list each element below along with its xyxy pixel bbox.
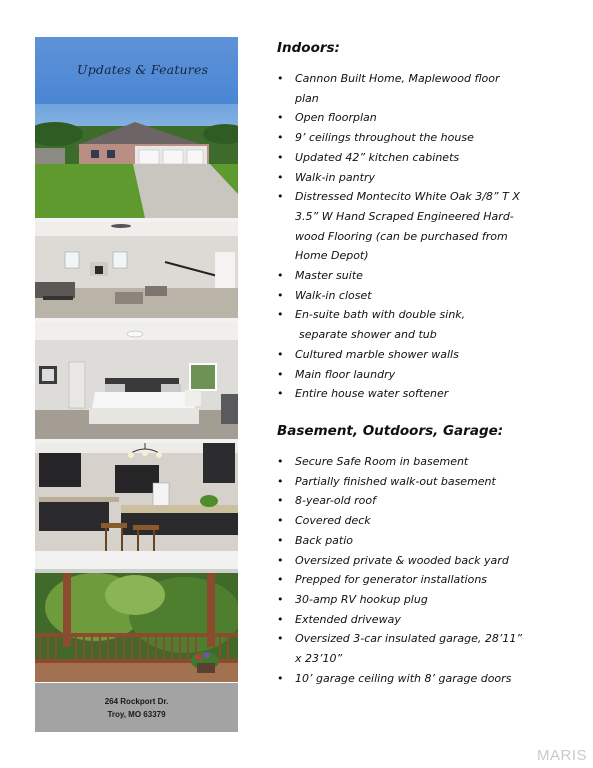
maris-watermark: MARIS (536, 747, 587, 764)
indoors-heading: Indoors: (277, 40, 340, 56)
list-item: • Updated 42” kitchen cabinets (277, 148, 539, 168)
list-item: • Partially finished walk-out basement (277, 472, 539, 492)
list-item: • Oversized private & wooded back yard (277, 551, 539, 571)
list-item: • Distressed Montecito White Oak 3/8” T X 3.5” W Hand Scraped Engineered Hard- wood Flooring (can be purchased from Home Depot) (277, 187, 539, 266)
photo-kitchen (35, 443, 238, 551)
banner-title: Updates & Features (77, 62, 209, 77)
list-item: • Cannon Built Home, Maplewood floor plan (277, 69, 539, 108)
photo-column (35, 37, 238, 682)
list-item: • Prepped for generator installations (277, 570, 539, 590)
list-item: • Cultured marble shower walls (277, 345, 539, 365)
list-item: • 8-year-old roof (277, 491, 539, 511)
list-item: • Covered deck (277, 511, 539, 531)
photo-living-room (35, 222, 238, 318)
list-item: • 30-amp RV hookup plug (277, 590, 539, 610)
list-item: • En-suite bath with double sink, separate shower and tub (277, 305, 539, 344)
list-item: • Entire house water softener (277, 384, 539, 404)
banner (35, 37, 238, 104)
list-item: • Oversized 3-car insulated garage, 28’11” x 23’10” (277, 629, 539, 668)
list-item: • 10’ garage ceiling with 8’ garage doors (277, 669, 539, 689)
list-item: • Master suite (277, 266, 539, 286)
photo-deck (35, 555, 238, 682)
outdoors-heading: Basement, Outdoors, Garage: (277, 423, 504, 439)
list-item: • Walk-in closet (277, 286, 539, 306)
address-street: 264 Rockport Dr. (104, 697, 169, 706)
outdoors-list (277, 452, 539, 688)
photo-exterior (35, 104, 238, 218)
list-item: • Extended driveway (277, 610, 539, 630)
list-item: • Open floorplan (277, 108, 539, 128)
list-item: • Walk-in pantry (277, 168, 539, 188)
photo-bedroom (35, 322, 238, 439)
indoors-list (277, 69, 539, 404)
list-item: • Back patio (277, 531, 539, 551)
list-item: • Secure Safe Room in basement (277, 452, 539, 472)
address-city: Troy, MO 63379 (107, 710, 166, 719)
list-item: • Main floor laundry (277, 365, 539, 385)
address-box (35, 683, 238, 732)
list-item: • 9’ ceilings throughout the house (277, 128, 539, 148)
